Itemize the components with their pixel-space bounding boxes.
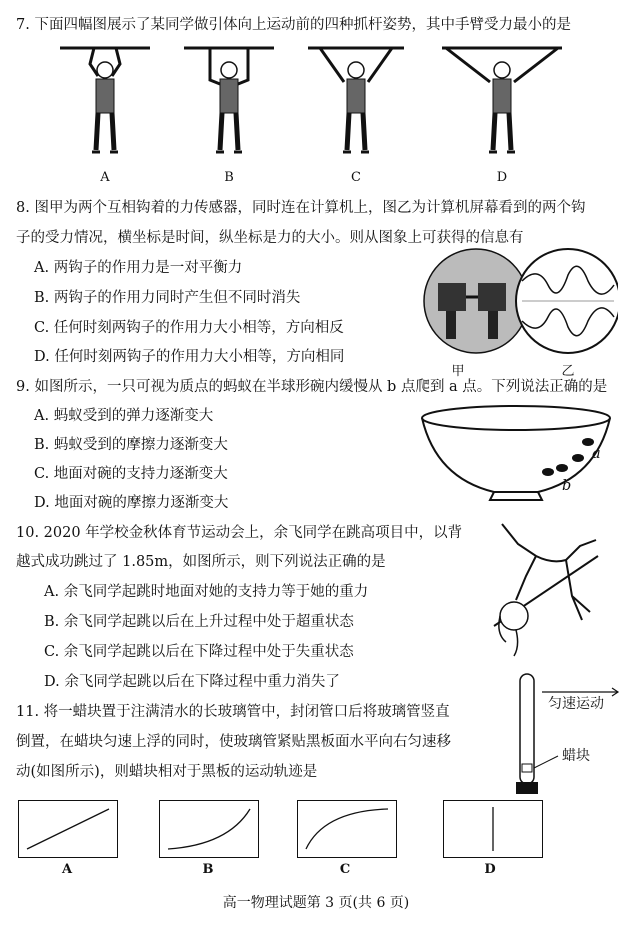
q8-option-c: C. 任何时刻两钩子的作用力大小相等，方向相反 [34,320,344,336]
q11-wax-label: 蜡块 [562,748,590,764]
q7-figure-c [308,42,404,160]
q9-option-a: A. 蚂蚁受到的弹力逐渐变大 [34,408,214,424]
q9-option-d: D. 地面对碗的摩擦力逐渐变大 [34,495,229,511]
q7-label-a: A [100,170,110,185]
q11-label-b: B [202,862,214,877]
q10-option-c: C. 余飞同学起跳以后在下降过程中处于失重状态 [44,644,354,660]
q8-label-yi: 乙 [561,364,575,379]
q11-option-a-box [18,800,118,858]
q9-option-c: C. 地面对碗的支持力逐渐变大 [34,466,228,482]
q10-stem-line2: 越式成功跳过了 1.85m，如图所示，则下列说法正确的是 [16,554,386,570]
q8-option-b: B. 两钩子的作用力同时产生但不同时消失 [34,290,301,306]
q11-stem-line1: 11. 将一蜡块置于注满清水的长玻璃管中，封闭管口后将玻璃管竖直 [16,704,450,720]
q7-figure-d [442,42,562,160]
page-footer: 高一物理试题第 3 页(共 6 页) [222,895,410,911]
q11-label-a: A [61,862,73,877]
q11-stem-line3: 动(如图所示)，则蜡块相对于黑板的运动轨迹是 [16,764,318,780]
q7-label-b: B [224,170,234,185]
q7-label-c: C [351,170,361,185]
q10-stem-line1: 10. 2020 年学校金秋体育节运动会上，余飞同学在跳高项目中，以背 [16,525,463,541]
q9-point-a: a [592,446,601,462]
q7-stem: 7. 下面四幅图展示了某同学做引体向上运动前的四种抓杆姿势，其中手臂受力最小的是 [16,17,571,33]
q10-high-jump-figure [486,516,606,672]
q11-option-c-box [297,800,397,858]
q11-option-b-box [159,800,259,858]
q7-figure-b [184,42,274,160]
q7-label-d: D [496,170,508,185]
q8-figure [418,245,618,365]
q11-option-d-box [443,800,543,858]
q9-bowl-figure [416,400,616,504]
q8-option-d: D. 任何时刻两钩子的作用力大小相等，方向相同 [34,349,345,365]
q9-point-b: b [562,478,572,494]
q11-glass-tube-figure [512,672,622,796]
q9-option-b: B. 蚂蚁受到的摩擦力逐渐变大 [34,437,228,453]
q11-label-c: C [339,862,351,877]
q8-label-jia: 甲 [451,364,465,379]
q10-option-d: D. 余飞同学起跳以后在下降过程中重力消失了 [44,674,340,690]
q11-stem-line2: 倒置，在蜡块匀速上浮的同时，使玻璃管紧贴黑板面水平向右匀速移 [16,734,451,750]
q7-figure-a [60,42,150,160]
q11-label-d: D [484,862,496,877]
q10-option-a: A. 余飞同学起跳时地面对她的支持力等于她的重力 [44,584,369,600]
q9-stem: 9. 如图所示，一只可视为质点的蚂蚁在半球形碗内缓慢从 b 点爬到 a 点。下列说法正确的是 [16,379,608,395]
q8-stem-line1: 8. 图甲为两个互相钩着的力传感器，同时连在计算机上，图乙为计算机屏幕看到的两个钩 [16,200,586,216]
q8-option-a: A. 两钩子的作用力是一对平衡力 [34,260,243,276]
q11-uniform-motion-label: 匀速运动 [548,696,604,712]
q10-option-b: B. 余飞同学起跳以后在上升过程中处于超重状态 [44,614,354,630]
q8-stem-line2: 子的受力情况，横坐标是时间，纵坐标是力的大小。则从图象上可获得的信息有 [16,230,524,246]
